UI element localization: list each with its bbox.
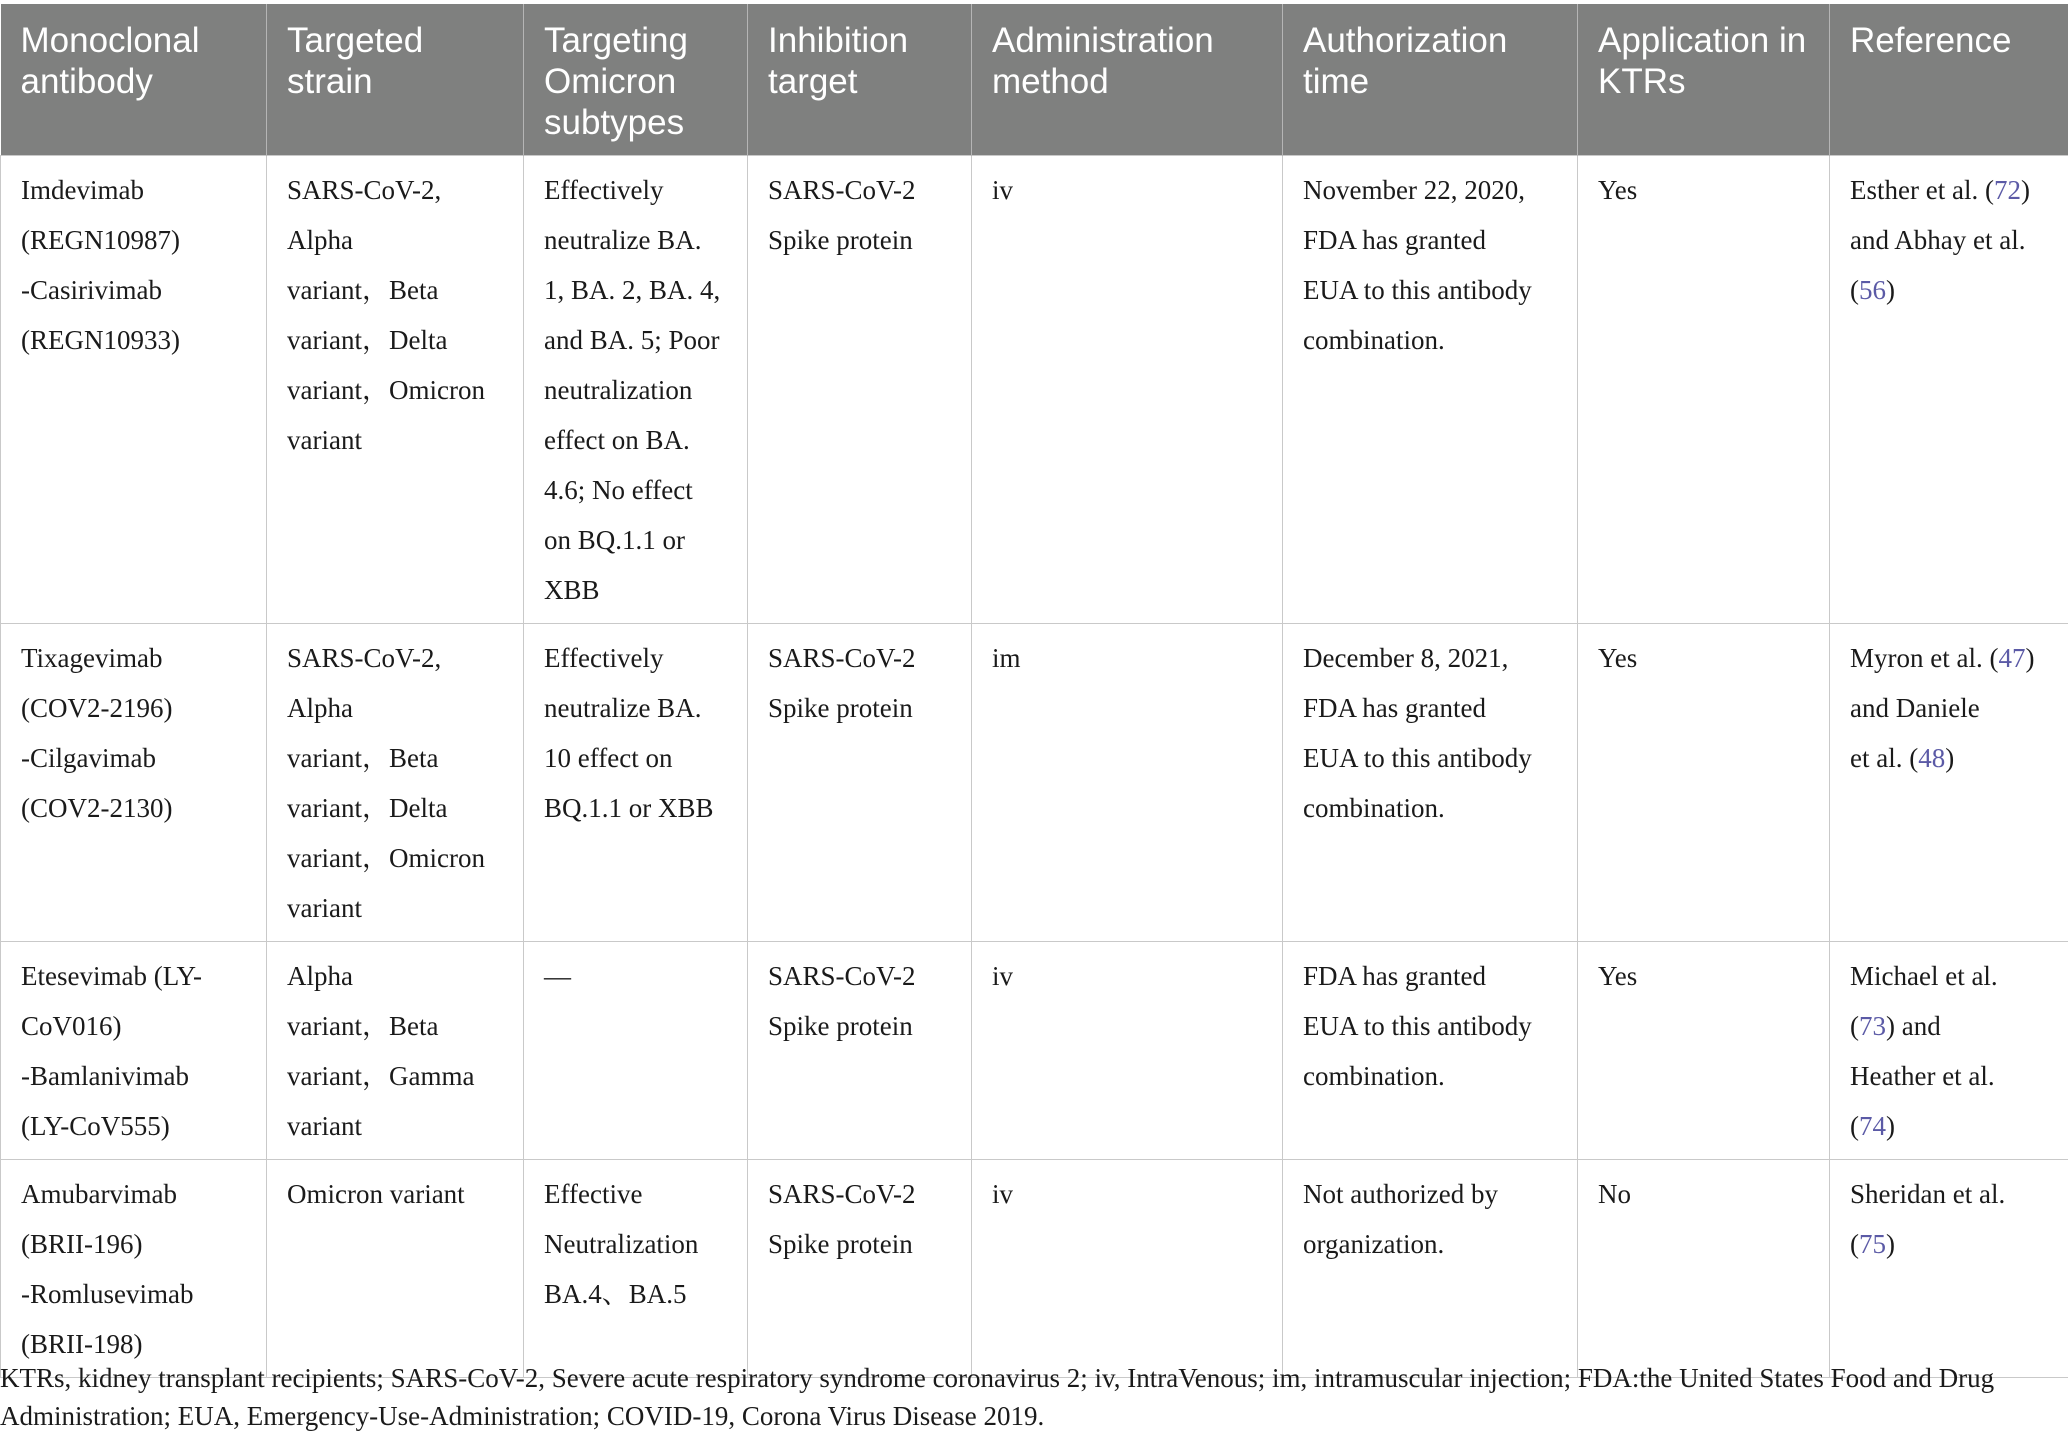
cell-line [1850, 265, 2054, 315]
header-targeting-omicron-subtypes: Targeting Omicron subtypes [524, 4, 748, 156]
cell-line: SARS-CoV-2, [287, 643, 442, 673]
cell-line: (REGN10933) [21, 325, 180, 355]
cell-line: SARS-CoV-2 [768, 175, 916, 205]
cell-line: BA.4、BA.5 [544, 1279, 687, 1309]
cell-line: Not authorized by [1303, 1179, 1498, 1209]
ref-text: ) [1945, 743, 1955, 773]
cell-line: (BRII-198) [21, 1329, 143, 1359]
ref-text: et al. ( [1850, 743, 1919, 773]
table-row [1, 942, 2068, 1160]
header-administration-method: Administration method [972, 4, 1283, 156]
cell-line: November 22, 2020, [1303, 175, 1525, 205]
cell-line: variant，Omicron [287, 375, 485, 405]
ref-text: ) [2025, 643, 2035, 673]
cell-reference [1830, 942, 2068, 1160]
cell-line: Alpha [287, 693, 353, 723]
cell-line: variant [287, 425, 362, 455]
header-authorization-time: Authorization time [1283, 4, 1578, 156]
reference-link[interactable]: 75 [1859, 1229, 1886, 1259]
ref-text: ( [1850, 1229, 1859, 1259]
footnote-line: KTRs, kidney transplant recipients; SARS-CoV-2, Severe acute respiratory syndrome coronavirus 2; iv, IntraVenous; im, intramuscular injection; FDA:the United States Food and Drug [0, 1363, 1995, 1393]
cell-line: BQ.1.1 or XBB [544, 793, 714, 823]
cell-authorization-time [1283, 624, 1578, 942]
cell-line: (REGN10987) [21, 225, 180, 255]
cell-line: SARS-CoV-2 [768, 1179, 916, 1209]
cell-line [1850, 1001, 2054, 1051]
ref-text: ( [1850, 1111, 1859, 1141]
cell-line: FDA has granted [1303, 693, 1486, 723]
footnote-line: Administration; EUA, Emergency-Use-Administration; COVID-19, Corona Virus Disease 2019. [0, 1401, 1045, 1431]
table-body [1, 156, 2068, 1378]
cell-line: variant [287, 893, 362, 923]
table-row [1, 1160, 2068, 1378]
cell-line: 1, BA. 2, BA. 4, [544, 275, 721, 305]
cell-line: variant，Beta [287, 743, 439, 773]
cell-line: 4.6; No effect [544, 475, 693, 505]
cell-line: combination. [1303, 1061, 1445, 1091]
ref-text: ) and [1886, 1011, 1941, 1041]
cell-line: -Casirivimab [21, 275, 162, 305]
cell-line: 10 effect on [544, 743, 673, 773]
cell-line: and Daniele [1850, 693, 1980, 723]
cell-line: (LY-CoV555) [21, 1111, 170, 1141]
cell-line: variant，Beta [287, 275, 439, 305]
cell-line: Alpha [287, 961, 353, 991]
cell-application-ktrs: No [1578, 1160, 1830, 1378]
cell-strain [267, 1160, 524, 1378]
cell-line [1850, 165, 2054, 215]
cell-line [1850, 733, 2054, 783]
cell-authorization-time [1283, 156, 1578, 624]
cell-administration-method: iv [972, 942, 1283, 1160]
table-footnote [0, 1359, 2020, 1435]
ref-text: ) [1886, 1111, 1895, 1141]
cell-line: -Cilgavimab [21, 743, 156, 773]
cell-reference [1830, 624, 2068, 942]
antibody-table [0, 4, 2068, 1378]
cell-omicron-subtypes [524, 624, 748, 942]
cell-line: (COV2-2196) [21, 693, 173, 723]
header-targeted-strain: Targeted strain [267, 4, 524, 156]
cell-authorization-time [1283, 942, 1578, 1160]
cell-line: neutralize BA. [544, 693, 702, 723]
cell-line: effect on BA. [544, 425, 690, 455]
cell-line: Spike protein [768, 693, 913, 723]
cell-reference [1830, 156, 2068, 624]
cell-line: -Romlusevimab [21, 1279, 194, 1309]
cell-line: CoV016) [21, 1011, 122, 1041]
cell-line: EUA to this antibody [1303, 743, 1532, 773]
ref-text: ( [1850, 275, 1859, 305]
cell-authorization-time [1283, 1160, 1578, 1378]
cell-line: Effectively [544, 643, 664, 673]
reference-link[interactable]: 56 [1859, 275, 1886, 305]
cell-application-ktrs: Yes [1578, 942, 1830, 1160]
cell-omicron-subtypes [524, 1160, 748, 1378]
cell-antibody [1, 624, 267, 942]
table-row [1, 624, 2068, 942]
cell-antibody [1, 156, 267, 624]
cell-line [1850, 633, 2054, 683]
cell-line: variant [287, 1111, 362, 1141]
cell-line: Spike protein [768, 225, 913, 255]
header-monoclonal-antibody: Monoclonal antibody [1, 4, 267, 156]
reference-link[interactable]: 74 [1859, 1111, 1886, 1141]
cell-line: Sheridan et al. [1850, 1179, 2006, 1209]
cell-line: December 8, 2021, [1303, 643, 1509, 673]
cell-line: Imdevimab [21, 175, 144, 205]
cell-antibody [1, 1160, 267, 1378]
table-header [1, 4, 2068, 156]
header-row [1, 4, 2068, 156]
ref-text: ) [1886, 275, 1895, 305]
cell-line: Spike protein [768, 1229, 913, 1259]
cell-omicron-subtypes [524, 942, 748, 1160]
cell-application-ktrs: Yes [1578, 156, 1830, 624]
table-row [1, 156, 2068, 624]
cell-line: combination. [1303, 793, 1445, 823]
cell-line: (BRII-196) [21, 1229, 143, 1259]
ref-text: ( [1850, 1011, 1859, 1041]
cell-inhibition-target [748, 624, 972, 942]
cell-line: Alpha [287, 225, 353, 255]
cell-line: (COV2-2130) [21, 793, 173, 823]
cell-line: EUA to this antibody [1303, 1011, 1532, 1041]
cell-line: Amubarvimab [21, 1179, 177, 1209]
cell-line: and Abhay et al. [1850, 225, 2026, 255]
ref-text: ) [1886, 1229, 1895, 1259]
cell-reference [1830, 1160, 2068, 1378]
cell-line: and BA. 5; Poor [544, 325, 720, 355]
cell-administration-method: iv [972, 1160, 1283, 1378]
cell-strain [267, 156, 524, 624]
cell-line: SARS-CoV-2 [768, 643, 916, 673]
cell-antibody [1, 942, 267, 1160]
cell-line: — [544, 961, 571, 991]
cell-line: organization. [1303, 1229, 1445, 1259]
cell-administration-method: im [972, 624, 1283, 942]
cell-inhibition-target [748, 942, 972, 1160]
cell-line: neutralization [544, 375, 693, 405]
header-reference: Reference [1830, 4, 2068, 156]
cell-line: -Bamlanivimab [21, 1061, 189, 1091]
header-inhibition-target: Inhibition target [748, 4, 972, 156]
cell-line: Effectively [544, 175, 664, 205]
cell-line: combination. [1303, 325, 1445, 355]
reference-link[interactable]: 48 [1918, 743, 1946, 773]
ref-text: ) [2020, 175, 2030, 205]
cell-line [1850, 1101, 2054, 1151]
cell-line: variant，Delta [287, 325, 448, 355]
cell-strain [267, 624, 524, 942]
reference-link[interactable]: 72 [1993, 175, 2021, 205]
cell-line: FDA has granted [1303, 225, 1486, 255]
header-application-in-ktrs: Application in KTRs [1578, 4, 1830, 156]
cell-application-ktrs: Yes [1578, 624, 1830, 942]
cell-line: Etesevimab (LY- [21, 961, 202, 991]
cell-line: EUA to this antibody [1303, 275, 1532, 305]
cell-line: variant，Omicron [287, 843, 485, 873]
cell-line: XBB [544, 575, 600, 605]
cell-line: on BQ.1.1 or [544, 525, 685, 555]
cell-line: Neutralization [544, 1229, 699, 1259]
cell-line: SARS-CoV-2 [768, 961, 916, 991]
reference-link[interactable]: 73 [1859, 1011, 1886, 1041]
cell-line: variant，Gamma [287, 1061, 475, 1091]
cell-line: Michael et al. [1850, 961, 1998, 991]
antibody-table-container [0, 4, 2068, 1378]
cell-line [1850, 1219, 2054, 1269]
ref-text: Myron et al. ( [1850, 643, 1999, 673]
cell-line: Spike protein [768, 1011, 913, 1041]
cell-line: Heather et al. [1850, 1061, 1995, 1091]
cell-omicron-subtypes [524, 156, 748, 624]
cell-strain [267, 942, 524, 1160]
reference-link[interactable]: 47 [1998, 643, 2026, 673]
cell-inhibition-target [748, 156, 972, 624]
cell-line: Effective [544, 1179, 643, 1209]
ref-text: Esther et al. ( [1850, 175, 1994, 205]
cell-administration-method: iv [972, 156, 1283, 624]
cell-line: Omicron variant [287, 1179, 465, 1209]
cell-line: SARS-CoV-2, [287, 175, 442, 205]
cell-line: variant，Beta [287, 1011, 439, 1041]
cell-line: Tixagevimab [21, 643, 163, 673]
cell-line: variant，Delta [287, 793, 448, 823]
cell-line: neutralize BA. [544, 225, 702, 255]
cell-line: FDA has granted [1303, 961, 1486, 991]
cell-inhibition-target [748, 1160, 972, 1378]
